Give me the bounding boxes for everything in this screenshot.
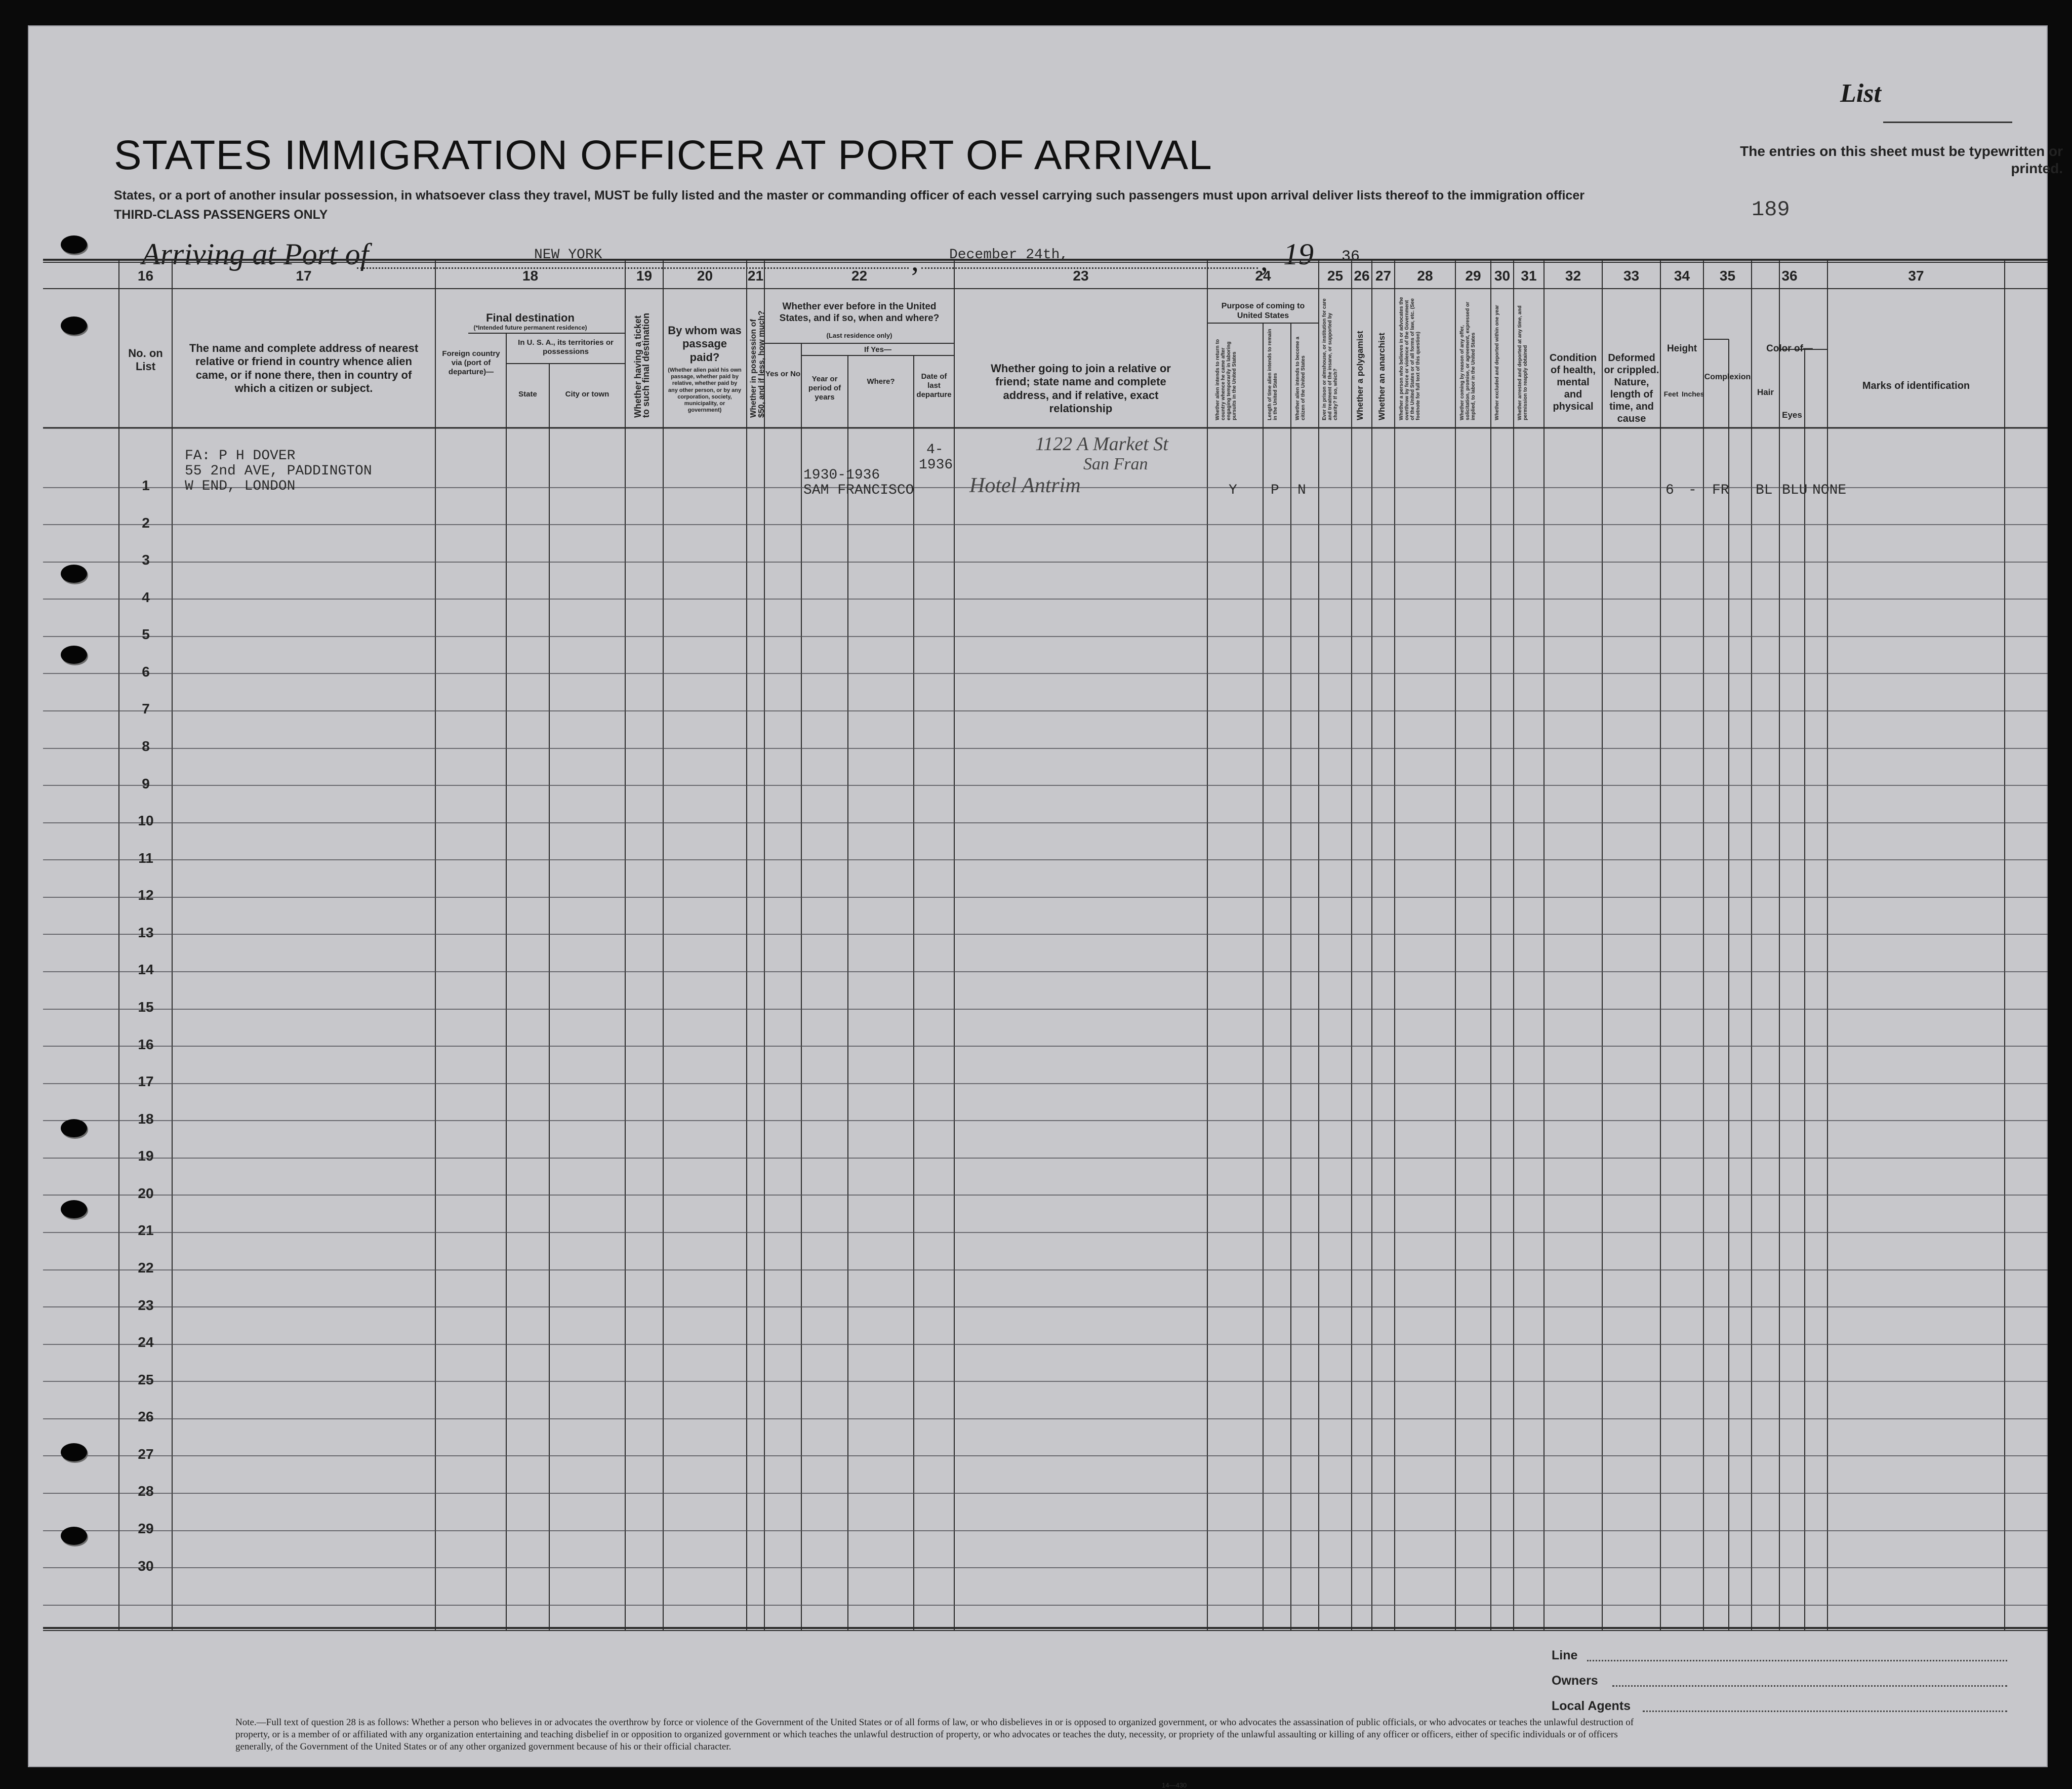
col-number: 28 — [1417, 268, 1433, 284]
col-28-header: Whether a person who believes in or advocates the overthrow by force or violence of the Government of the United States or of all forms of law, etc. (See footnote for full text of this question) — [1399, 297, 1421, 420]
col-22-where: Where? — [867, 377, 895, 386]
col-18-city: City or town — [565, 390, 610, 399]
col-20-header: By whom was passage paid? — [668, 324, 742, 364]
row-number: 27 — [138, 1446, 154, 1462]
row-number: 8 — [142, 738, 150, 754]
col-33-header: Deformed or crippled. Nature, length of time, and cause — [1604, 352, 1659, 424]
row-number: 12 — [138, 887, 154, 903]
row-number: 23 — [138, 1297, 154, 1313]
col-22-subheader: (Last residence only) — [826, 332, 892, 339]
arrival-date: December 24th, — [949, 247, 1069, 263]
col-number: 21 — [747, 268, 764, 284]
comma: , — [911, 244, 919, 277]
col-18-usa: In U. S. A., its territories or possessions — [518, 338, 614, 356]
col-22-ifyes: If Yes— — [864, 345, 891, 354]
col-number: 20 — [697, 268, 713, 284]
relative-address-line1: 55 2nd AVE, PADDINGTON — [185, 463, 372, 479]
col-34-inches: Inches — [1682, 390, 1704, 398]
form-code: 14—430 — [1162, 1781, 1187, 1789]
binder-hole — [61, 1119, 87, 1137]
row-number: 9 — [142, 776, 150, 791]
handwritten-city: San Fran — [1083, 455, 1148, 473]
row-number: 22 — [138, 1260, 154, 1276]
relative-name: FA: P H DOVER — [185, 448, 296, 464]
row-number: 29 — [138, 1521, 154, 1536]
binder-hole — [61, 1443, 87, 1461]
owners-label: Owners — [1552, 1674, 1598, 1688]
local-agents-label: Local Agents — [1552, 1699, 1631, 1713]
col-31-header: Whether arrested and deported at any time, and permission to reapply obtained — [1517, 305, 1528, 420]
col-18-foreign: Foreign country via (port of departure)— — [442, 349, 500, 376]
col-36-hair: Hair — [1757, 387, 1774, 397]
col-number: 22 — [851, 268, 868, 284]
col-18-subheader: (*Intended future permanent residence) — [473, 324, 587, 331]
row-number: 1 — [142, 478, 150, 493]
col-number: 18 — [522, 268, 539, 284]
col-17-header: The name and complete address of nearest relative or friend in country whence alien came, or if none there, then in country of which a citizen or subject. — [189, 342, 419, 395]
col-25-header: Ever in prison or almshouse, or institution for care and treatment of the insane, or supported by charity? If so, which? — [1322, 298, 1338, 420]
col-number: 19 — [636, 268, 653, 284]
line-field — [1587, 1660, 2007, 1661]
col-24-return: Whether alien intends to return to country whence he came after engaging temporarily in laboring pursuits in the United States — [1215, 339, 1237, 420]
row-number: 24 — [138, 1334, 154, 1350]
row-number: 16 — [138, 1037, 154, 1052]
handwritten-hotel: Hotel Antrim — [969, 474, 1081, 497]
list-label: List — [1840, 79, 1881, 108]
year-prefix: 19 — [1283, 237, 1314, 271]
row-number: 19 — [138, 1148, 154, 1164]
row-number: 25 — [138, 1372, 154, 1387]
col-number: 29 — [1465, 268, 1481, 284]
col-number: 36 — [1781, 268, 1798, 284]
col-37-header: Marks of identification — [1862, 380, 1970, 391]
identification-marks: NONE — [1812, 483, 1847, 498]
owners-field — [1612, 1685, 2007, 1687]
manifest-sheet — [28, 25, 2063, 1789]
col-34-feet: Feet — [1663, 390, 1679, 398]
col-number: 37 — [1908, 268, 1924, 284]
row-number: 18 — [138, 1111, 154, 1127]
row-number: 30 — [138, 1558, 154, 1574]
row-number: 28 — [138, 1483, 154, 1499]
passenger-class: THIRD-CLASS PASSENGERS ONLY — [114, 208, 328, 222]
handwritten-address: 1122 A Market St — [1035, 433, 1168, 455]
col-number: 34 — [1674, 268, 1690, 284]
col-27-header: Whether an anarchist — [1377, 333, 1387, 420]
row-number: 20 — [138, 1185, 154, 1201]
col-22-date: Date of last departure — [916, 372, 952, 399]
col-34-height: Height — [1667, 343, 1697, 354]
purpose-citizen: N — [1297, 483, 1306, 498]
binder-hole — [61, 1527, 87, 1545]
col-24-length: Length of time alien intends to remain in the United States — [1267, 329, 1278, 420]
col-20-subheader: (Whether alien paid his own passage, whether paid by relative, whether paid by any other person, or by any corporation, society, municipality, or government) — [668, 367, 742, 414]
row-number: 2 — [142, 515, 150, 531]
row-number: 26 — [138, 1409, 154, 1424]
row-number: 7 — [142, 701, 150, 717]
col-26-header: Whether a polygamist — [1355, 331, 1365, 420]
row-number: 21 — [138, 1222, 154, 1238]
col-16-header: No. on List — [128, 347, 163, 373]
local-agents-field — [1643, 1711, 2007, 1712]
binder-hole — [61, 1200, 87, 1218]
hair-color: BL — [1756, 483, 1773, 498]
eye-color: BLU — [1782, 483, 1808, 498]
col-23-header: Whether going to join a relative or friend; state name and complete address, and if relative, exact relationship — [991, 362, 1171, 415]
col-number: 33 — [1623, 268, 1640, 284]
col-32-header: Condition of health, mental and physical — [1549, 352, 1597, 412]
form-title: STATES IMMIGRATION OFFICER AT PORT OF ARRIVAL — [114, 132, 1212, 178]
binder-hole — [61, 565, 87, 583]
col-18-state: State — [518, 390, 537, 399]
arriving-label: Arriving at Port of — [142, 237, 369, 271]
row-number: 6 — [142, 664, 150, 680]
row-number: 15 — [138, 999, 154, 1015]
prior-residence: SAM FRANCISCO — [803, 483, 914, 498]
col-number: 31 — [1521, 268, 1537, 284]
last-departure-month: 4- — [926, 442, 944, 458]
prior-period: 1930-1936 — [803, 467, 880, 483]
binder-hole — [61, 316, 87, 335]
col-number: 30 — [1494, 268, 1511, 284]
col-number: 32 — [1565, 268, 1581, 284]
binder-hole — [61, 235, 87, 254]
row-number: 17 — [138, 1074, 154, 1089]
line-label: Line — [1552, 1648, 1578, 1662]
row-number: 13 — [138, 925, 154, 940]
col-number: 24 — [1255, 268, 1271, 284]
col-35-header: Complexion — [1704, 373, 1751, 381]
col-number: 16 — [137, 268, 154, 284]
col-30-header: Whether excluded and deported within one year — [1494, 305, 1500, 420]
typewritten-notice: The entries on this sheet must be typewritten or printed. — [1740, 143, 2063, 176]
col-21-header: Whether in possession of $50, and if less, how much? — [749, 310, 766, 418]
row-number: 14 — [138, 962, 154, 977]
row-number: 4 — [142, 589, 150, 605]
row-number: 5 — [142, 626, 150, 642]
last-departure-year: 1936 — [919, 457, 953, 473]
col-29-header: Whether coming by reason of any offer, solicitation, promise, or agreement, expressed or implied, to labor in the United States — [1459, 302, 1476, 420]
row-number: 3 — [142, 552, 150, 568]
year-suffix: 36 — [1342, 248, 1360, 265]
col-24-citizen: Whether alien intends to become a citizen of the United States — [1295, 336, 1306, 420]
page-number: 189 — [1752, 197, 1790, 222]
form-grid — [28, 25, 2048, 1767]
col-19-header: Whether having a ticket to such final destination — [633, 312, 651, 418]
col-22-yesno: Yes or No — [765, 370, 801, 378]
binder-hole — [61, 646, 87, 664]
relative-address-line2: W END, LONDON — [185, 479, 296, 494]
height-feet: 6 — [1665, 483, 1674, 498]
col-number: 25 — [1327, 268, 1344, 284]
row-number: 10 — [138, 813, 154, 828]
col-22-header: Whether ever before in the United States, and if so, when and where? — [779, 301, 940, 324]
col-number: 27 — [1375, 268, 1392, 284]
col-36-header: Color of— — [1766, 343, 1813, 354]
purpose-return: Y — [1229, 483, 1237, 498]
question-28-note: Note.—Full text of question 28 is as follows: Whether a person who believes in or advocates the overthrow by force or violence of the Government of the United States or of all forms of law, or who disbelieves in or is opposed to organized government, or who advocates the assassination of public officials, or who advocates or teaches the unlawful destruction of property, or is a member of or affiliated with any organization entertaining and teaching disbelief in or opposition to organized government or which teaches the unlawful destruction of property, or who advocates or teaches the duty, necessity, or propriety of the unlawful assaulting or killing of any officer or officers, either of specific individuals or of officers generally, of the Government of the United States or of any other organized government because of his or their official character. — [235, 1717, 1634, 1752]
col-number: 26 — [1354, 268, 1370, 284]
purpose-length: P — [1271, 483, 1279, 498]
complexion-value: FR — [1712, 483, 1729, 498]
col-number: 35 — [1719, 268, 1736, 284]
comma: , — [1261, 244, 1268, 277]
col-36-eyes: Eyes — [1782, 410, 1802, 420]
form-instructions: States, or a port of another insular possession, in whatsoever class they travel, MUST be fully listed and the master or commanding officer of each vessel carrying such passengers must upon arrival deliver lists thereof to the immigration officer — [114, 188, 1585, 203]
row-number: 11 — [138, 850, 153, 866]
col-24-header: Purpose of coming to United States — [1221, 302, 1305, 321]
col-18-header: Final destination — [486, 311, 575, 324]
col-number: 23 — [1073, 268, 1089, 284]
col-number: 17 — [296, 268, 312, 284]
height-inches: - — [1688, 483, 1697, 498]
arrival-port: NEW YORK — [534, 247, 602, 263]
col-22-period: Year or period of years — [808, 375, 841, 402]
